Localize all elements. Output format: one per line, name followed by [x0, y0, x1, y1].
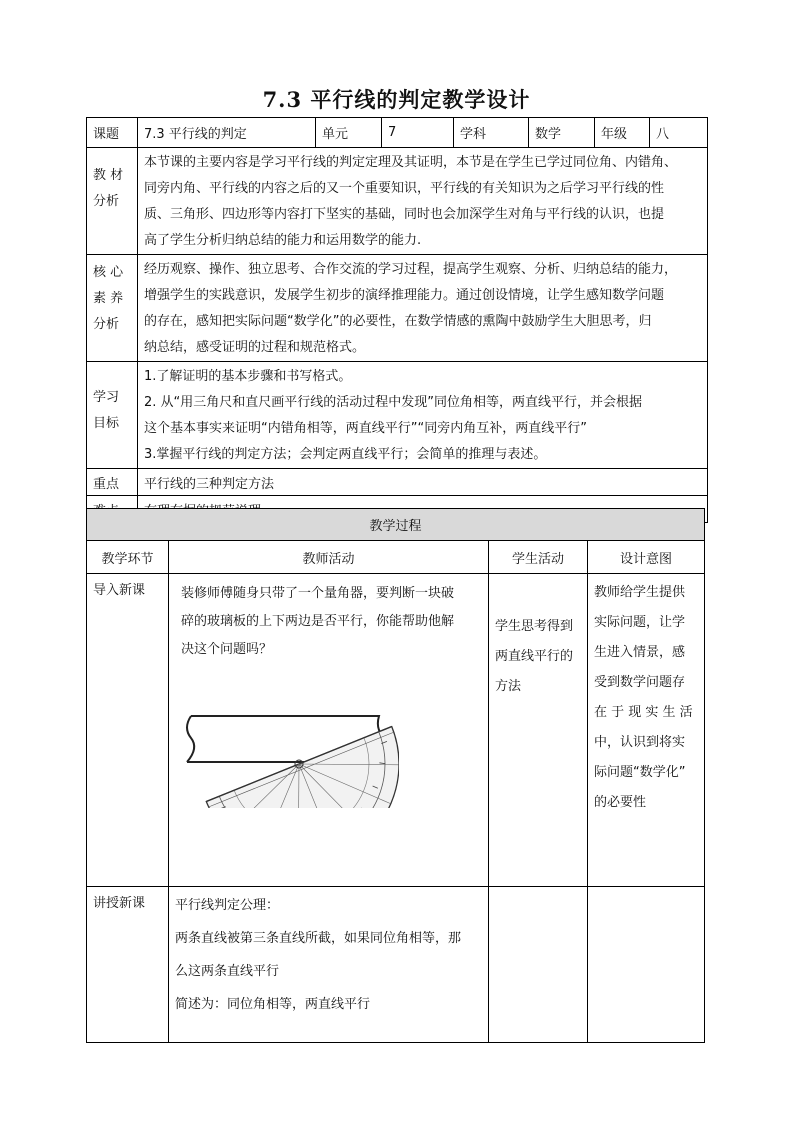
analysis-line: 质、三角形、四边形等内容打下坚实的基础，同时也会加深学生对角与平行线的认识，也提 — [144, 207, 665, 222]
analysis-label-line: 分析 — [93, 194, 120, 209]
goals-label-line: 目标 — [93, 416, 120, 431]
col-design: 设计意图 — [588, 541, 705, 574]
intro-student — [489, 574, 588, 887]
key-point-label: 重点 — [87, 469, 138, 496]
intro-student-line: 两直线平行的 — [495, 649, 574, 664]
intro-design-line: 生进入情景，感 — [594, 645, 686, 660]
intro-teacher — [169, 574, 489, 887]
goals-label — [87, 362, 138, 469]
intro-design — [588, 574, 705, 887]
intro-design-line: 的必要性 — [594, 795, 647, 810]
subject-value: 数学 — [529, 118, 595, 148]
grade-label: 年级 — [595, 118, 650, 148]
col-teacher: 教师活动 — [169, 541, 489, 574]
literacy-text — [138, 255, 708, 362]
protractor-illustration — [169, 664, 488, 808]
intro-stage — [87, 574, 169, 887]
intro-stage-label: 导入新课 — [93, 583, 146, 598]
lecture-teacher — [169, 887, 489, 1043]
lecture-teacher-line: 简述为：同位角相等，两直线平行 — [175, 997, 371, 1012]
goals-label-line: 学习 — [93, 390, 120, 405]
process-header: 教学过程 — [87, 509, 705, 541]
unit-label: 单元 — [316, 118, 382, 148]
analysis-label-line: 教 材 — [93, 168, 124, 183]
intro-design-line: 受到数学问题存 — [594, 675, 686, 690]
intro-design-line: 际问题“数学化” — [594, 765, 686, 780]
subject-label: 学科 — [454, 118, 529, 148]
intro-design-line: 在 于 现 实 生 活 — [594, 705, 693, 720]
intro-teacher-line: 碎的玻璃板的上下两边是否平行，你能帮助他解 — [181, 614, 455, 629]
analysis-text — [138, 148, 708, 255]
analysis-label — [87, 148, 138, 255]
literacy-line: 增强学生的实践意识，发展学生初步的演绎推理能力。通过创设情境，让学生感知数学问题 — [144, 288, 665, 303]
literacy-line: 经历观察、操作、独立思考、合作交流的学习过程，提高学生观察、分析、归纳总结的能力， — [144, 262, 678, 277]
intro-design-line: 实际问题，让学 — [594, 615, 686, 630]
goals-line: 1.了解证明的基本步骤和书写格式。 — [144, 369, 352, 384]
intro-student-line: 学生思考得到 — [495, 619, 574, 634]
topic-value: 7.3 平行线的判定 — [138, 118, 316, 148]
analysis-line: 高了学生分析归纳总结的能力和运用数学的能力. — [144, 233, 422, 248]
key-point-value: 平行线的三种判定方法 — [138, 469, 708, 496]
analysis-line: 同旁内角、平行线的内容之后的又一个重要知识，平行线的有关知识为之后学习平行线的性 — [144, 181, 665, 196]
goals-text — [138, 362, 708, 469]
literacy-line: 的存在，感知把实际问题“数学化”的必要性，在数学情感的熏陶中鼓励学生大胆思考，归 — [144, 314, 652, 329]
literacy-label — [87, 255, 138, 362]
intro-design-line: 中，认识到将实 — [594, 735, 686, 750]
goals-line: 这个基本事实来证明“内错角相等，两直线平行”“同旁内角互补，两直线平行” — [144, 421, 587, 436]
intro-student-line: 方法 — [495, 679, 522, 694]
intro-teacher-line: 装修师傅随身只带了一个量角器，要判断一块破 — [181, 586, 455, 601]
analysis-line: 本节课的主要内容是学习平行线的判定定理及其证明，本节是在学生已学过同位角、内错角、 — [144, 155, 678, 170]
process-table — [86, 508, 705, 1043]
literacy-line: 纳总结，感受证明的过程和规范格式。 — [144, 340, 366, 355]
lecture-teacher-line: 么这两条直线平行 — [175, 964, 280, 979]
lecture-teacher-line: 平行线判定公理： — [175, 898, 280, 913]
intro-design-line: 教师给学生提供 — [594, 585, 686, 600]
info-table — [86, 117, 708, 523]
intro-teacher-line: 决这个问题吗？ — [181, 642, 273, 657]
col-student: 学生活动 — [489, 541, 588, 574]
goals-line: 3.掌握平行线的判定方法；会判定两直线平行；会简单的推理与表述。 — [144, 447, 547, 462]
grade-value: 八 — [650, 118, 708, 148]
lecture-student — [489, 887, 588, 1043]
goals-line: 2. 从“用三角尺和直尺画平行线的活动过程中发现”同位角相等，两直线平行，并会根据 — [144, 395, 643, 410]
lecture-design — [588, 887, 705, 1043]
lecture-stage — [87, 887, 169, 1043]
lecture-stage-label: 讲授新课 — [93, 896, 146, 911]
literacy-label-line: 分析 — [93, 317, 120, 332]
literacy-label-line: 核 心 — [93, 265, 124, 280]
topic-label: 课题 — [87, 118, 138, 148]
literacy-label-line: 素 养 — [93, 291, 124, 306]
col-stage: 教学环节 — [87, 541, 169, 574]
page-title: 7.3 平行线的判定教学设计 — [262, 87, 531, 112]
lecture-teacher-line: 两条直线被第三条直线所截，如果同位角相等，那 — [175, 931, 462, 946]
protractor-on-glass-figure — [179, 678, 399, 808]
unit-value: 7 — [382, 118, 454, 148]
